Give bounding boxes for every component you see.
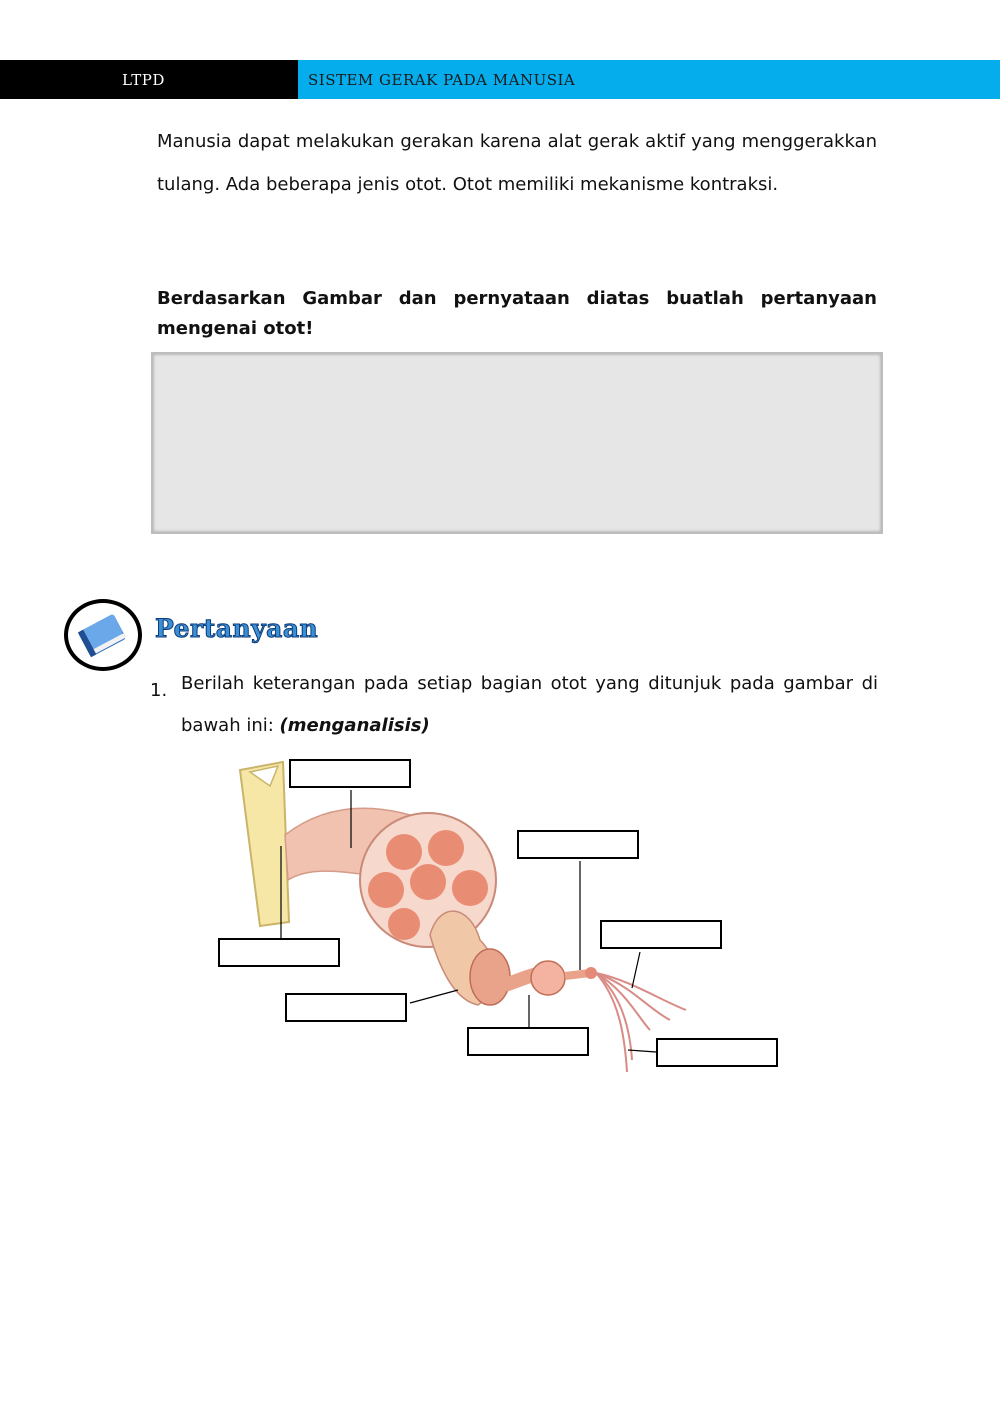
muscle-fiber	[531, 961, 565, 995]
label-box-myofilament[interactable]	[656, 1038, 778, 1067]
question-number: 1.	[150, 680, 168, 701]
intro-paragraph: Manusia dapat melakukan gerakan karena alat gerak aktif yang menggerakkan tulang. Ada beberapa jenis otot. Otot memiliki mekanisme kontraksi.	[157, 131, 877, 195]
label-box-muscle-fiber[interactable]	[467, 1027, 589, 1056]
bone-shape	[240, 762, 289, 926]
label-box-filament[interactable]	[600, 920, 722, 949]
label-box-bone[interactable]	[218, 938, 340, 967]
myofibril	[585, 967, 597, 979]
label-box-tendon[interactable]	[289, 759, 411, 788]
header-left-label: LTPD	[122, 71, 165, 89]
question-level: (menganalisis)	[279, 715, 430, 736]
instruction-text: Berdasarkan Gambar dan pernyataan diatas buatlah pertanyaan mengenai otot!	[157, 288, 877, 339]
label-box-fascicle[interactable]	[285, 993, 407, 1022]
section-title: Pertanyaan	[155, 614, 319, 643]
label-box-myofibril[interactable]	[517, 830, 639, 859]
question-body: Berilah keterangan pada setiap bagian otot yang ditunjuk pada gambar di bawah ini:	[181, 673, 878, 736]
header-title: SISTEM GERAK PADA MANUSIA	[308, 71, 576, 89]
